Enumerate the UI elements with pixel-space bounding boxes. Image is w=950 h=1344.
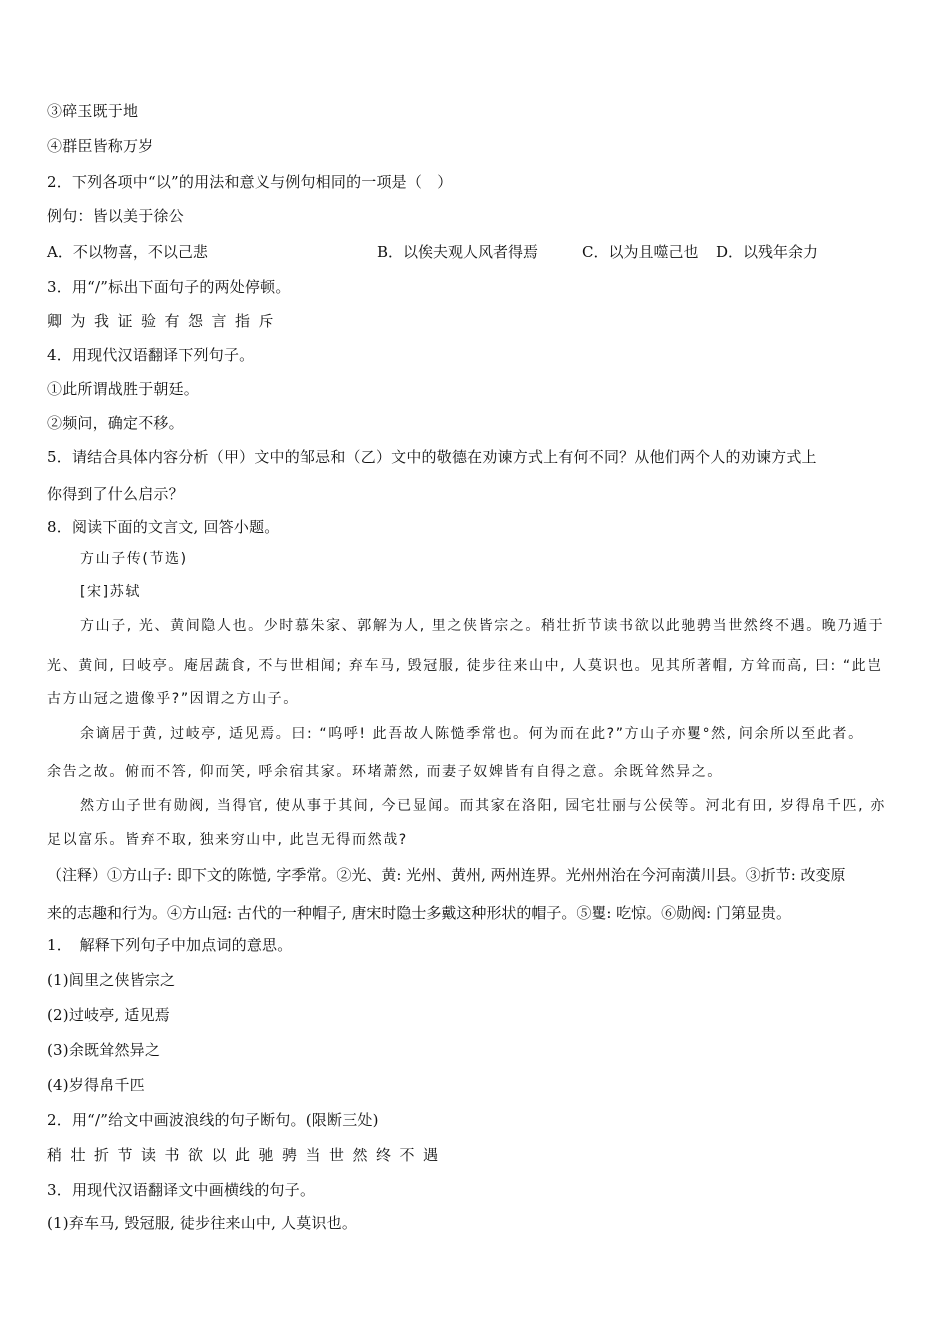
option-line-3: ③碎玉既于地 (47, 102, 139, 120)
question-4-item-2: ②频问，确定不移。 (47, 414, 184, 432)
question-5-line-2: 你得到了什么启示？ (47, 485, 184, 503)
question-3-sentence: 卿为我证验有怨言指斥 (47, 312, 283, 330)
question-4-item-1: ①此所谓战胜于朝廷。 (47, 380, 200, 398)
choice-b: B．以俟夫观人风者得焉 (377, 243, 539, 261)
passage-para-2-line-2: 余告之故。俯而不答, 仰而笑, 呼余宿其家。环堵萧然, 而妻子奴婢皆有自得之意。余既耸然异之。 (47, 764, 723, 780)
sub-question-2: 2．用“/”给文中画波浪线的句子断句。(限断三处) (47, 1111, 379, 1129)
passage-para-2-line-1: 余谪居于黄, 过岐亭, 适见焉。曰: “呜呼! 此吾故人陈慥季常也。何为而在此?”方山子亦矍°然, 问余所以至此者。 (80, 726, 864, 742)
sub-question-1-item-1: (1)闾里之侠皆宗之 (47, 971, 176, 989)
sub-question-3-item-1: (1)弃车马, 毁冠服, 徒步往来山中, 人莫识也。 (47, 1214, 358, 1232)
sub-question-1-item-2: (2)过岐亭, 适见焉 (47, 1006, 170, 1024)
question-4: 4．用现代汉语翻译下列句子。 (47, 346, 255, 364)
choice-c: C．以为且噬己也 (582, 243, 699, 261)
notes-line-2: 来的志趣和行为。④方山冠: 古代的一种帽子, 唐宋时隐士多戴这种形状的帽子。⑤矍: 吃惊。⑥勋阀: 门第显贵。 (47, 904, 792, 922)
option-line-4: ④群臣皆称万岁 (47, 137, 154, 155)
sub-question-2-sentence: 稍壮折节读书欲以此驰骋当世然终不遇 (47, 1146, 447, 1164)
sub-question-3: 3．用现代汉语翻译文中画横线的句子。 (47, 1181, 316, 1199)
question-5-line-1: 5．请结合具体内容分析（甲）文中的邹忌和（乙）文中的敬德在劝谏方式上有何不同？从他们两个人的劝谏方式上 (47, 448, 817, 466)
section-8-heading: 8．阅读下面的文言文, 回答小题。 (47, 518, 280, 536)
question-3: 3．用“/”标出下面句子的两处停顿。 (47, 278, 291, 296)
sub-question-1: 1． 解释下列句子中加点词的意思。 (47, 936, 293, 954)
question-2: 2．下列各项中“以”的用法和意义与例句相同的一项是（ ） (47, 173, 453, 191)
passage-title: 方山子传(节选) (80, 551, 188, 567)
choice-a: A．不以物喜，不以己悲 (47, 243, 208, 261)
passage-author: [宋]苏轼 (80, 584, 141, 600)
passage-para-3-line-1: 然方山子世有勋阀, 当得官, 使从事于其间, 今已显闻。而其家在洛阳, 园宅壮丽与公侯等。河北有田, 岁得帛千匹, 亦 (80, 798, 886, 814)
notes-line-1: （注释）①方山子: 即下文的陈慥, 字季常。②光、黄: 光州、黄州, 两州连界。光州州治在今河南潢川县。③折节: 改变原 (47, 866, 846, 884)
passage-para-3-line-2: 足以富乐。皆弃不取, 独来穷山中, 此岂无得而然哉? (47, 832, 408, 848)
passage-para-1-line-1: 方山子, 光、黄间隐人也。少时慕朱家、郭解为人, 里之侠皆宗之。稍壮折节读书欲以此驰骋当世然终不遇。晚乃遁于 (80, 618, 885, 634)
sub-question-1-item-4: (4)岁得帛千匹 (47, 1076, 145, 1094)
example-sentence: 例句：皆以美于徐公 (47, 207, 184, 225)
choice-d: D．以残年余力 (716, 243, 819, 261)
passage-para-1-line-2: 光、黄间, 曰岐亭。庵居蔬食, 不与世相闻; 弃车马, 毁冠服, 徒步往来山中, 人莫识也。见其所著帽, 方耸而高, 曰: “此岂 (47, 658, 883, 674)
sub-question-1-item-3: (3)余既耸然异之 (47, 1041, 161, 1059)
passage-para-1-line-3: 古方山冠之遗像乎?”因谓之方山子。 (47, 691, 299, 707)
